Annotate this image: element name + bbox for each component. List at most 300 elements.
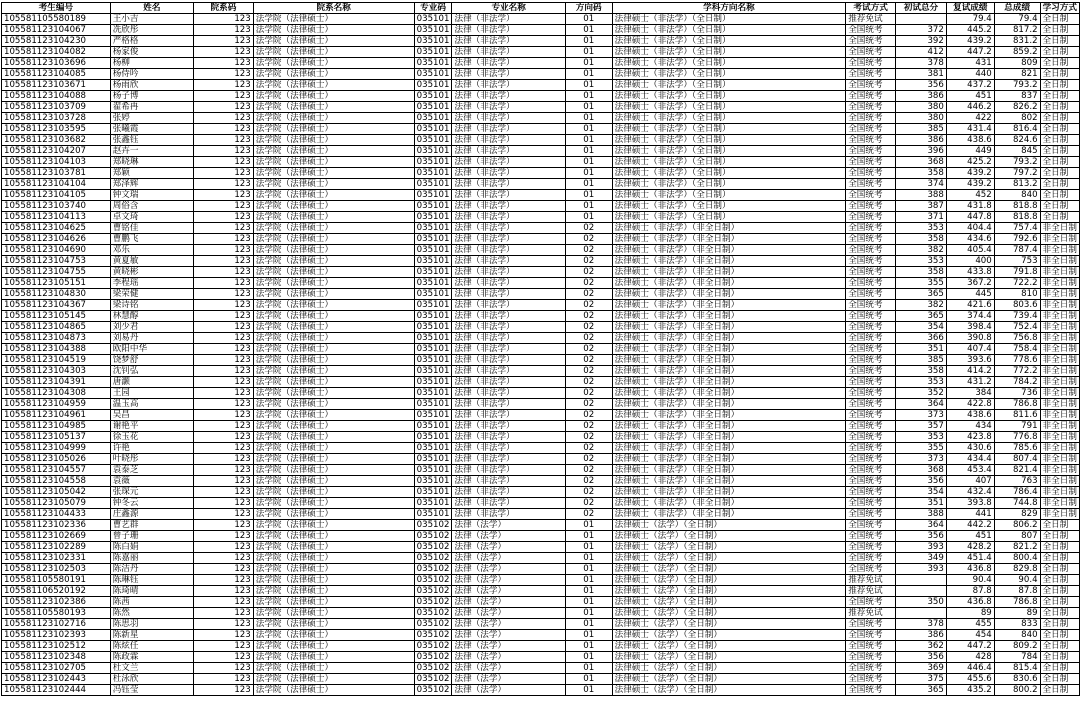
cell-initial-score: 368 <box>896 465 947 476</box>
cell-candidate-id: 105581123103682 <box>2 135 111 146</box>
cell-total-score: 829 <box>994 509 1040 520</box>
cell-direction-name: 法律硕士（非法学）（非全日制） <box>612 476 846 487</box>
cell-name: 陈政霖 <box>110 652 193 663</box>
cell-name: 叶晓彤 <box>110 454 193 465</box>
cell-dept-code: 123 <box>194 542 254 553</box>
cell-major-name: 法律（非法学） <box>452 432 565 443</box>
cell-major-code: 035101 <box>414 355 452 366</box>
cell-direction-code: 01 <box>565 102 612 113</box>
cell-exam-type: 全国统考 <box>846 388 896 399</box>
cell-candidate-id: 105581123104830 <box>2 289 111 300</box>
cell-dept-code: 123 <box>194 443 254 454</box>
cell-study-mode: 非全日制 <box>1040 267 1079 278</box>
cell-candidate-id: 105581123102444 <box>2 685 111 696</box>
table-row <box>2 465 1080 476</box>
cell-candidate-id: 105581123105145 <box>2 311 111 322</box>
cell-dept-name: 法学院（法律硕士） <box>253 135 414 146</box>
cell-name: 张琛元 <box>110 487 193 498</box>
cell-exam-type: 全国统考 <box>846 509 896 520</box>
cell-exam-type: 全国统考 <box>846 157 896 168</box>
cell-exam-type: 全国统考 <box>846 454 896 465</box>
cell-direction-code: 02 <box>565 344 612 355</box>
cell-exam-type: 全国统考 <box>846 168 896 179</box>
cell-dept-name: 法学院（法律硕士） <box>253 498 414 509</box>
cell-major-name: 法律（法学） <box>452 619 565 630</box>
cell-retest-score: 435.2 <box>946 685 994 696</box>
cell-retest-score: 442.2 <box>946 520 994 531</box>
header-total-score: 总成绩 <box>994 3 1040 14</box>
cell-direction-name: 法律硕士（非法学）（非全日制） <box>612 256 846 267</box>
table-row <box>2 487 1080 498</box>
table-row <box>2 476 1080 487</box>
cell-name: 林慧醇 <box>110 311 193 322</box>
cell-total-score: 784 <box>994 652 1040 663</box>
cell-total-score: 821.2 <box>994 542 1040 553</box>
cell-study-mode: 全日制 <box>1040 168 1079 179</box>
cell-study-mode: 非全日制 <box>1040 377 1079 388</box>
cell-initial-score: 365 <box>896 685 947 696</box>
cell-direction-name: 法律硕士（法学）（全日制） <box>612 542 846 553</box>
cell-candidate-id: 105581123104104 <box>2 179 111 190</box>
cell-retest-score: 405.4 <box>946 245 994 256</box>
cell-dept-name: 法学院（法律硕士） <box>253 663 414 674</box>
cell-major-code: 035101 <box>414 476 452 487</box>
cell-exam-type: 全国统考 <box>846 47 896 58</box>
cell-name: 许艳 <box>110 443 193 454</box>
cell-initial-score: 378 <box>896 58 947 69</box>
table-row <box>2 575 1080 586</box>
cell-study-mode: 非全日制 <box>1040 289 1079 300</box>
cell-study-mode: 非全日制 <box>1040 498 1079 509</box>
header-dept-name: 院系名称 <box>253 3 414 14</box>
cell-dept-name: 法学院（法律硕士） <box>253 245 414 256</box>
cell-direction-code: 02 <box>565 311 612 322</box>
cell-direction-name: 法律硕士（法学）（全日制） <box>612 520 846 531</box>
cell-name: 钟冬云 <box>110 498 193 509</box>
cell-retest-score: 434.6 <box>946 234 994 245</box>
cell-dept-code: 123 <box>194 553 254 564</box>
cell-dept-code: 123 <box>194 157 254 168</box>
cell-total-score: 752.4 <box>994 322 1040 333</box>
cell-major-code: 035102 <box>414 597 452 608</box>
cell-dept-code: 123 <box>194 608 254 619</box>
cell-exam-type: 全国统考 <box>846 179 896 190</box>
cell-major-name: 法律（非法学） <box>452 245 565 256</box>
cell-major-name: 法律（法学） <box>452 520 565 531</box>
cell-initial-score: 350 <box>896 597 947 608</box>
cell-exam-type: 全国统考 <box>846 476 896 487</box>
cell-candidate-id: 105581123104557 <box>2 465 111 476</box>
cell-total-score: 90.4 <box>994 575 1040 586</box>
cell-name: 温玉高 <box>110 399 193 410</box>
cell-initial-score: 381 <box>896 69 947 80</box>
cell-initial-score: 355 <box>896 278 947 289</box>
cell-initial-score: 358 <box>896 234 947 245</box>
cell-candidate-id: 105581123104433 <box>2 509 111 520</box>
cell-total-score: 784.2 <box>994 377 1040 388</box>
cell-total-score: 778.6 <box>994 355 1040 366</box>
cell-study-mode: 全日制 <box>1040 685 1079 696</box>
cell-candidate-id: 105581123104999 <box>2 443 111 454</box>
cell-total-score: 772.2 <box>994 366 1040 377</box>
cell-dept-code: 123 <box>194 212 254 223</box>
cell-total-score: 831.2 <box>994 36 1040 47</box>
cell-name: 徐玉花 <box>110 432 193 443</box>
cell-direction-code: 01 <box>565 58 612 69</box>
cell-name: 袁泰芝 <box>110 465 193 476</box>
cell-study-mode: 全日制 <box>1040 201 1079 212</box>
cell-major-code: 035102 <box>414 685 452 696</box>
table-row <box>2 234 1080 245</box>
cell-major-code: 035101 <box>414 465 452 476</box>
cell-major-code: 035101 <box>414 190 452 201</box>
cell-direction-name: 法律硕士（非法学）（全日制） <box>612 91 846 102</box>
cell-major-name: 法律（非法学） <box>452 289 565 300</box>
cell-candidate-id: 105581123104308 <box>2 388 111 399</box>
cell-study-mode: 全日制 <box>1040 212 1079 223</box>
cell-major-name: 法律（法学） <box>452 652 565 663</box>
cell-major-code: 035101 <box>414 421 452 432</box>
table-row <box>2 223 1080 234</box>
cell-dept-code: 123 <box>194 234 254 245</box>
cell-dept-name: 法学院（法律硕士） <box>253 377 414 388</box>
cell-direction-name: 法律硕士（法学）（全日制） <box>612 674 846 685</box>
cell-total-score: 800.4 <box>994 553 1040 564</box>
cell-major-name: 法律（非法学） <box>452 476 565 487</box>
cell-study-mode: 全日制 <box>1040 652 1079 663</box>
cell-retest-score: 440 <box>946 69 994 80</box>
cell-exam-type: 全国统考 <box>846 91 896 102</box>
table-row <box>2 212 1080 223</box>
header-study-mode: 学习方式 <box>1040 3 1079 14</box>
cell-retest-score: 434.4 <box>946 454 994 465</box>
cell-name: 曹铭佳 <box>110 223 193 234</box>
cell-exam-type: 全国统考 <box>846 443 896 454</box>
cell-exam-type: 全国统考 <box>846 377 896 388</box>
cell-candidate-id: 105581123104626 <box>2 234 111 245</box>
cell-exam-type: 全国统考 <box>846 630 896 641</box>
cell-dept-name: 法学院（法律硕士） <box>253 333 414 344</box>
cell-dept-name: 法学院（法律硕士） <box>253 223 414 234</box>
cell-total-score: 809 <box>994 58 1040 69</box>
cell-retest-score: 447.2 <box>946 641 994 652</box>
cell-exam-type: 全国统考 <box>846 267 896 278</box>
cell-direction-name: 法律硕士（非法学）（全日制） <box>612 36 846 47</box>
cell-direction-name: 法律硕士（法学）（全日制） <box>612 652 846 663</box>
cell-study-mode: 全日制 <box>1040 124 1079 135</box>
cell-retest-score: 393.8 <box>946 498 994 509</box>
cell-dept-name: 法学院（法律硕士） <box>253 608 414 619</box>
cell-total-score: 807 <box>994 531 1040 542</box>
cell-total-score: 818.8 <box>994 201 1040 212</box>
cell-major-name: 法律（法学） <box>452 663 565 674</box>
cell-direction-code: 01 <box>565 542 612 553</box>
cell-direction-name: 法律硕士（法学）（全日制） <box>612 619 846 630</box>
cell-retest-score: 428 <box>946 652 994 663</box>
cell-candidate-id: 105581123102669 <box>2 531 111 542</box>
table-row <box>2 377 1080 388</box>
cell-retest-score: 87.8 <box>946 586 994 597</box>
cell-name: 杨子博 <box>110 91 193 102</box>
cell-study-mode: 全日制 <box>1040 641 1079 652</box>
cell-name: 赵卉一 <box>110 146 193 157</box>
table-row <box>2 146 1080 157</box>
cell-direction-code: 01 <box>565 564 612 575</box>
cell-name: 陈琦晴 <box>110 586 193 597</box>
cell-candidate-id: 105581123103709 <box>2 102 111 113</box>
cell-exam-type: 全国统考 <box>846 542 896 553</box>
cell-name: 唐灏 <box>110 377 193 388</box>
table-row <box>2 542 1080 553</box>
cell-candidate-id: 105581123102443 <box>2 674 111 685</box>
cell-dept-name: 法学院（法律硕士） <box>253 47 414 58</box>
cell-name: 曾子珊 <box>110 531 193 542</box>
cell-initial-score: 378 <box>896 619 947 630</box>
cell-direction-name: 法律硕士（非法学）（非全日制） <box>612 432 846 443</box>
cell-study-mode: 全日制 <box>1040 608 1079 619</box>
table-row <box>2 498 1080 509</box>
cell-total-score: 821 <box>994 69 1040 80</box>
cell-dept-code: 123 <box>194 531 254 542</box>
cell-dept-code: 123 <box>194 685 254 696</box>
cell-major-name: 法律（法学） <box>452 608 565 619</box>
cell-study-mode: 非全日制 <box>1040 223 1079 234</box>
cell-name: 陈琳钰 <box>110 575 193 586</box>
cell-major-name: 法律（非法学） <box>452 355 565 366</box>
cell-retest-score: 430.6 <box>946 443 994 454</box>
cell-direction-name: 法律硕士（法学）（全日制） <box>612 575 846 586</box>
cell-exam-type: 推荐免试 <box>846 608 896 619</box>
cell-initial-score: 365 <box>896 289 947 300</box>
cell-dept-name: 法学院（法律硕士） <box>253 487 414 498</box>
cell-direction-code: 02 <box>565 256 612 267</box>
cell-direction-name: 法律硕士（非法学）（非全日制） <box>612 278 846 289</box>
cell-retest-score: 425.2 <box>946 157 994 168</box>
cell-direction-code: 01 <box>565 608 612 619</box>
cell-exam-type: 全国统考 <box>846 135 896 146</box>
cell-name: 陈茜 <box>110 597 193 608</box>
cell-initial-score: 388 <box>896 190 947 201</box>
cell-name: 陈新星 <box>110 630 193 641</box>
cell-candidate-id: 105581123104625 <box>2 223 111 234</box>
cell-name: 张婷 <box>110 113 193 124</box>
cell-name: 刘易丹 <box>110 333 193 344</box>
cell-dept-code: 123 <box>194 355 254 366</box>
cell-candidate-id: 105581123104755 <box>2 267 111 278</box>
cell-name: 谢艳平 <box>110 421 193 432</box>
cell-major-name: 法律（非法学） <box>452 366 565 377</box>
cell-retest-score: 367.2 <box>946 278 994 289</box>
table-row <box>2 432 1080 443</box>
cell-study-mode: 非全日制 <box>1040 509 1079 520</box>
cell-direction-code: 02 <box>565 454 612 465</box>
cell-total-score: 776.8 <box>994 432 1040 443</box>
cell-direction-name: 法律硕士（法学）（全日制） <box>612 531 846 542</box>
cell-dept-name: 法学院（法律硕士） <box>253 586 414 597</box>
cell-dept-name: 法学院（法律硕士） <box>253 168 414 179</box>
cell-total-score: 809.2 <box>994 641 1040 652</box>
cell-major-code: 035101 <box>414 410 452 421</box>
cell-dept-code: 123 <box>194 465 254 476</box>
cell-major-code: 035101 <box>414 102 452 113</box>
cell-study-mode: 全日制 <box>1040 36 1079 47</box>
cell-name: 黄夏敏 <box>110 256 193 267</box>
cell-candidate-id: 105581123104367 <box>2 300 111 311</box>
cell-dept-name: 法学院（法律硕士） <box>253 509 414 520</box>
header-name: 姓名 <box>110 3 193 14</box>
cell-candidate-id: 105581123103671 <box>2 80 111 91</box>
cell-study-mode: 全日制 <box>1040 80 1079 91</box>
cell-name: 曹艺群 <box>110 520 193 531</box>
cell-direction-code: 02 <box>565 410 612 421</box>
cell-dept-name: 法学院（法律硕士） <box>253 91 414 102</box>
cell-dept-code: 123 <box>194 520 254 531</box>
cell-major-code: 035101 <box>414 36 452 47</box>
cell-name: 王小吉 <box>110 14 193 25</box>
header-exam-type: 考试方式 <box>846 3 896 14</box>
cell-dept-name: 法学院（法律硕士） <box>253 146 414 157</box>
cell-candidate-id: 105581123103728 <box>2 113 111 124</box>
cell-major-code: 035101 <box>414 432 452 443</box>
cell-direction-code: 01 <box>565 135 612 146</box>
cell-retest-score: 431 <box>946 58 994 69</box>
cell-name: 袁薇 <box>110 476 193 487</box>
cell-direction-code: 01 <box>565 146 612 157</box>
cell-study-mode: 非全日制 <box>1040 476 1079 487</box>
cell-direction-code: 01 <box>565 652 612 663</box>
cell-dept-code: 123 <box>194 377 254 388</box>
cell-study-mode: 全日制 <box>1040 674 1079 685</box>
cell-total-score: 787.4 <box>994 245 1040 256</box>
cell-candidate-id: 105581123104865 <box>2 322 111 333</box>
cell-initial-score <box>896 608 947 619</box>
table-row <box>2 201 1080 212</box>
cell-name: 冯钰莹 <box>110 685 193 696</box>
cell-retest-score: 400 <box>946 256 994 267</box>
cell-candidate-id: 105581123102503 <box>2 564 111 575</box>
cell-candidate-id: 105581105580189 <box>2 14 111 25</box>
cell-retest-score: 445 <box>946 289 994 300</box>
cell-initial-score: 354 <box>896 487 947 498</box>
cell-major-name: 法律（非法学） <box>452 58 565 69</box>
cell-initial-score: 386 <box>896 91 947 102</box>
cell-total-score: 806.2 <box>994 520 1040 531</box>
cell-name: 李程瑶 <box>110 278 193 289</box>
cell-dept-code: 123 <box>194 487 254 498</box>
cell-major-code: 035101 <box>414 47 452 58</box>
cell-major-name: 法律（非法学） <box>452 399 565 410</box>
cell-direction-name: 法律硕士（法学）（全日制） <box>612 608 846 619</box>
cell-major-code: 035101 <box>414 201 452 212</box>
cell-direction-code: 01 <box>565 619 612 630</box>
cell-direction-code: 01 <box>565 531 612 542</box>
table-row <box>2 531 1080 542</box>
header-major-name: 专业名称 <box>452 3 565 14</box>
cell-candidate-id: 105581123104230 <box>2 36 111 47</box>
cell-study-mode: 全日制 <box>1040 179 1079 190</box>
cell-retest-score: 439.2 <box>946 36 994 47</box>
cell-major-name: 法律（非法学） <box>452 80 565 91</box>
cell-study-mode: 全日制 <box>1040 564 1079 575</box>
cell-dept-code: 123 <box>194 245 254 256</box>
cell-major-name: 法律（非法学） <box>452 333 565 344</box>
cell-study-mode: 全日制 <box>1040 553 1079 564</box>
table-row <box>2 443 1080 454</box>
cell-exam-type: 全国统考 <box>846 36 896 47</box>
cell-direction-name: 法律硕士（非法学）（非全日制） <box>612 487 846 498</box>
cell-dept-code: 123 <box>194 300 254 311</box>
cell-candidate-id: 105581123104303 <box>2 366 111 377</box>
cell-retest-score: 432.4 <box>946 487 994 498</box>
cell-dept-code: 123 <box>194 267 254 278</box>
cell-dept-code: 123 <box>194 498 254 509</box>
cell-study-mode: 全日制 <box>1040 619 1079 630</box>
cell-retest-score: 439.2 <box>946 168 994 179</box>
cell-dept-code: 123 <box>194 47 254 58</box>
table-row <box>2 564 1080 575</box>
cell-initial-score: 386 <box>896 630 947 641</box>
cell-initial-score: 358 <box>896 366 947 377</box>
cell-dept-name: 法学院（法律硕士） <box>253 124 414 135</box>
cell-major-code: 035101 <box>414 443 452 454</box>
cell-direction-name: 法律硕士（非法学）（非全日制） <box>612 421 846 432</box>
cell-dept-name: 法学院（法律硕士） <box>253 311 414 322</box>
cell-retest-score: 434 <box>946 421 994 432</box>
cell-initial-score: 371 <box>896 212 947 223</box>
cell-candidate-id: 105581123104207 <box>2 146 111 157</box>
cell-dept-code: 123 <box>194 25 254 36</box>
cell-major-name: 法律（法学） <box>452 542 565 553</box>
cell-study-mode: 非全日制 <box>1040 300 1079 311</box>
table-row <box>2 509 1080 520</box>
table-row <box>2 553 1080 564</box>
table-row <box>2 289 1080 300</box>
cell-direction-name: 法律硕士（非法学）（全日制） <box>612 47 846 58</box>
cell-exam-type: 全国统考 <box>846 641 896 652</box>
cell-name: 周俗含 <box>110 201 193 212</box>
table-row <box>2 179 1080 190</box>
cell-dept-name: 法学院（法律硕士） <box>253 652 414 663</box>
table-row <box>2 69 1080 80</box>
cell-name: 黄晓彬 <box>110 267 193 278</box>
cell-total-score: 859.2 <box>994 47 1040 58</box>
cell-dept-code: 123 <box>194 564 254 575</box>
cell-major-code: 035101 <box>414 289 452 300</box>
cell-direction-code: 01 <box>565 14 612 25</box>
cell-direction-code: 02 <box>565 476 612 487</box>
cell-dept-name: 法学院（法律硕士） <box>253 531 414 542</box>
cell-dept-name: 法学院（法律硕士） <box>253 575 414 586</box>
cell-major-code: 035101 <box>414 212 452 223</box>
cell-direction-code: 01 <box>565 575 612 586</box>
cell-major-code: 035101 <box>414 377 452 388</box>
cell-name: 冼欣彤 <box>110 25 193 36</box>
cell-dept-code: 123 <box>194 58 254 69</box>
cell-dept-code: 123 <box>194 586 254 597</box>
cell-direction-name: 法律硕士（非法学）（全日制） <box>612 135 846 146</box>
cell-major-code: 035101 <box>414 267 452 278</box>
cell-major-code: 035101 <box>414 25 452 36</box>
cell-initial-score: 354 <box>896 322 947 333</box>
cell-initial-score: 366 <box>896 333 947 344</box>
cell-major-code: 035101 <box>414 256 452 267</box>
cell-retest-score: 437.2 <box>946 80 994 91</box>
cell-dept-name: 法学院（法律硕士） <box>253 399 414 410</box>
cell-dept-code: 123 <box>194 663 254 674</box>
cell-name: 张曦霞 <box>110 124 193 135</box>
cell-initial-score <box>896 586 947 597</box>
cell-study-mode: 全日制 <box>1040 135 1079 146</box>
